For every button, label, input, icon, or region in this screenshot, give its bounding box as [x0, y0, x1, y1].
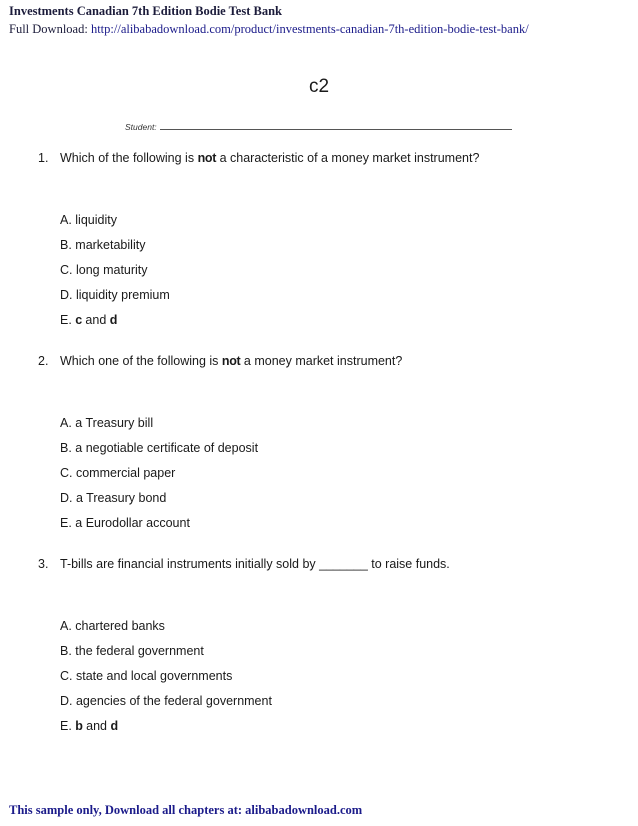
question-text-before: Which one of the following is: [60, 354, 222, 368]
question-1: [38, 151, 479, 165]
option-and: and: [82, 719, 111, 733]
option-emphasis-first: c: [75, 313, 82, 327]
option-emphasis-first: b: [75, 719, 83, 733]
question-1-option-e: [60, 313, 117, 327]
footer-notice: This sample only, Download all chapters at: alibabadownload.com: [9, 803, 363, 817]
student-name-line: [160, 121, 512, 130]
option-and: and: [81, 313, 110, 327]
question-number: 3.: [38, 557, 49, 571]
question-3-option-e: [60, 719, 118, 733]
option-emphasis-second: d: [110, 719, 118, 733]
question-3-option-d: D. agencies of the federal government: [60, 694, 272, 708]
option-prefix: E.: [60, 719, 76, 733]
question-2-option-d: D. a Treasury bond: [60, 491, 167, 505]
question-emphasis: not: [221, 354, 241, 368]
question-emphasis: not: [197, 151, 217, 165]
download-link[interactable]: http://alibabadownload.com/product/investments-canadian-7th-edition-bodie-test-bank/: [90, 22, 529, 36]
question-2-option-c: C. commercial paper: [60, 466, 176, 480]
question-2-option-e: E. a Eurodollar account: [60, 516, 190, 530]
student-field: [125, 121, 512, 132]
question-number: 2.: [38, 354, 49, 368]
download-label: Full Download:: [9, 22, 91, 36]
question-1-option-b: B. marketability: [60, 238, 146, 252]
question-text-before: Which of the following is: [60, 151, 198, 165]
question-number: 1.: [38, 151, 49, 165]
option-prefix: E.: [60, 313, 76, 327]
question-3-option-b: B. the federal government: [60, 644, 204, 658]
question-1-option-d: D. liquidity premium: [60, 288, 170, 302]
question-1-option-a: A. liquidity: [60, 213, 117, 227]
question-3: [38, 557, 450, 571]
question-2: [38, 354, 402, 368]
question-text: T-bills are financial instruments initially sold by _______ to raise funds.: [60, 557, 450, 571]
question-text-after: a money market instrument?: [240, 354, 403, 368]
download-line: [9, 22, 529, 37]
header-title: Investments Canadian 7th Edition Bodie Test Bank: [9, 4, 282, 18]
question-2-option-a: A. a Treasury bill: [60, 416, 154, 430]
question-3-option-c: C. state and local governments: [60, 669, 233, 683]
question-text-after: a characteristic of a money market instrument?: [216, 151, 480, 165]
document-title: [0, 76, 638, 98]
question-1-option-c: C. long maturity: [60, 263, 148, 277]
question-2-option-b: B. a negotiable certificate of deposit: [60, 441, 259, 455]
question-3-option-a: A. chartered banks: [60, 619, 165, 633]
document-title-text: c2: [308, 76, 330, 97]
student-label: Student:: [125, 122, 157, 132]
option-emphasis-second: d: [109, 313, 118, 327]
